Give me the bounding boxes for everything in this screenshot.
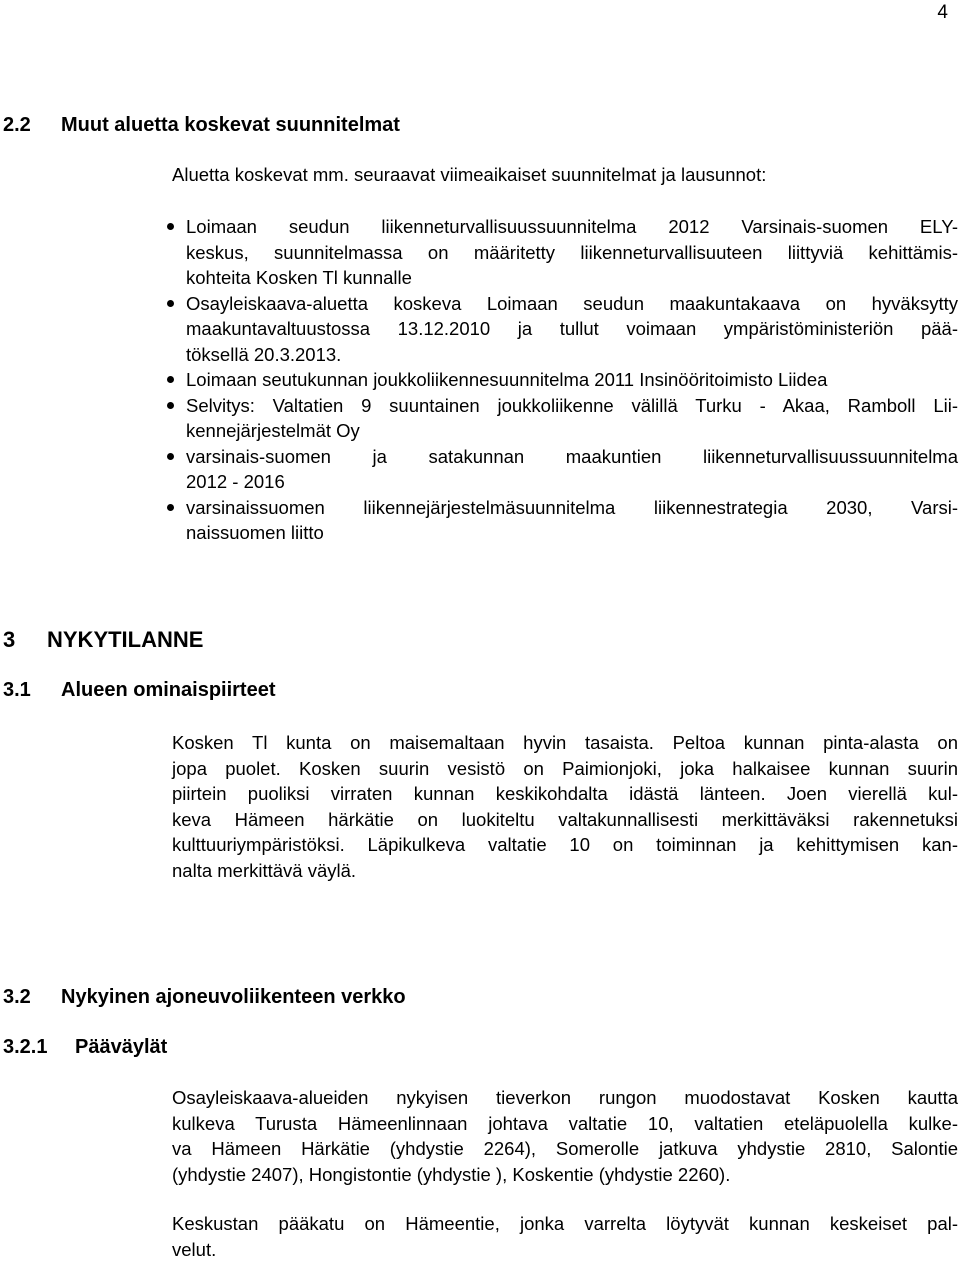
- heading-3-1: [3, 679, 276, 702]
- list-line: naissuomen liitto: [186, 520, 958, 546]
- list-line: Osayleiskaava-aluetta koskeva Loimaan seudun maakuntakaava on hyväksytty: [186, 291, 958, 317]
- heading-number: 2.2: [3, 114, 61, 137]
- heading-number: 3.2.1: [3, 1036, 75, 1059]
- main-roads-paragraph: [172, 1085, 958, 1187]
- list-item: [164, 291, 958, 368]
- list-line: töksellä 20.3.2013.: [186, 342, 958, 368]
- list-item: [164, 214, 958, 291]
- paragraph-line: (yhdystie 2407), Hongistontie (yhdystie ), Koskentie (yhdystie 2260).: [172, 1162, 958, 1188]
- characteristics-paragraph: [172, 730, 958, 883]
- bullet-dot: [167, 223, 174, 230]
- paragraph-line: keva Hämeen härkätie on luokiteltu valtakunnallisesti merkittäväksi rakennetuksi: [172, 807, 958, 833]
- bullet-dot: [167, 300, 174, 307]
- heading-title: Pääväylät: [75, 1036, 167, 1058]
- list-line: Loimaan seutukunnan joukkoliikennesuunnitelma 2011 Insinööritoimisto Liidea: [186, 367, 958, 393]
- heading-3-2-1: [3, 1036, 167, 1059]
- heading-number: 3.2: [3, 986, 61, 1009]
- list-line: varsinaissuomen liikennejärjestelmäsuunnitelma liikennestrategia 2030, Varsi-: [186, 495, 958, 521]
- heading-title: Nykyinen ajoneuvoliikenteen verkko: [61, 986, 406, 1008]
- page-number: 4: [937, 2, 948, 24]
- list-line: 2012 - 2016: [186, 469, 958, 495]
- main-street-paragraph: [172, 1211, 958, 1262]
- heading-title: Muut aluetta koskevat suunnitelmat: [61, 114, 400, 136]
- bullet-dot: [167, 453, 174, 460]
- list-line: Loimaan seudun liikenneturvallisuussuunnitelma 2012 Varsinais-suomen ELY-: [186, 214, 958, 240]
- plans-list: [164, 214, 958, 546]
- heading-3: [3, 627, 203, 653]
- list-item: [164, 393, 958, 444]
- bullet-dot: [167, 376, 174, 383]
- list-line: varsinais-suomen ja satakunnan maakuntien liikenneturvallisuussuunnitelma: [186, 444, 958, 470]
- bullet-dot: [167, 402, 174, 409]
- heading-title: Alueen ominaispiirteet: [61, 679, 276, 701]
- list-line: kennejärjestelmät Oy: [186, 418, 958, 444]
- paragraph-line: velut.: [172, 1237, 958, 1262]
- list-item: [164, 367, 958, 393]
- paragraph-line: piirtein puoliksi virraten kunnan keskikohdalta idästä länteen. Joen vierellä kul-: [172, 781, 958, 807]
- paragraph-line: nalta merkittävä väylä.: [172, 858, 958, 884]
- list-line: kohteita Kosken Tl kunnalle: [186, 265, 958, 291]
- heading-2-2: [3, 114, 400, 137]
- heading-number: 3.1: [3, 679, 61, 702]
- list-line: Selvitys: Valtatien 9 suuntainen joukkoliikenne välillä Turku - Akaa, Ramboll Lii-: [186, 393, 958, 419]
- heading-number: 3: [3, 627, 47, 653]
- list-line: keskus, suunnitelmassa on määritetty liikenneturvallisuuteen liittyviä kehittämis-: [186, 240, 958, 266]
- list-item: [164, 444, 958, 495]
- paragraph-line: va Hämeen Härkätie (yhdystie 2264), Somerolle jatkuva yhdystie 2810, Salontie: [172, 1136, 958, 1162]
- paragraph-line: kulkeva Turusta Hämeenlinnaan johtava valtatie 10, valtatien eteläpuolella kulke-: [172, 1111, 958, 1137]
- paragraph-line: Aluetta koskevat mm. seuraavat viimeaikaiset suunnitelmat ja lausunnot:: [172, 162, 958, 188]
- intro-paragraph: [172, 162, 958, 188]
- paragraph-line: Osayleiskaava-alueiden nykyisen tieverkon rungon muodostavat Kosken kautta: [172, 1085, 958, 1111]
- paragraph-line: Keskustan pääkatu on Hämeentie, jonka varrelta löytyvät kunnan keskeiset pal-: [172, 1211, 958, 1237]
- heading-title: NYKYTILANNE: [47, 627, 203, 652]
- heading-3-2: [3, 986, 406, 1009]
- paragraph-line: jopa puolet. Kosken suurin vesistö on Paimionjoki, joka halkaisee kunnan suurin: [172, 756, 958, 782]
- list-item: [164, 495, 958, 546]
- paragraph-line: Kosken Tl kunta on maisemaltaan hyvin tasaista. Peltoa kunnan pinta-alasta on: [172, 730, 958, 756]
- paragraph-line: kulttuuriympäristöksi. Läpikulkeva valtatie 10 on toiminnan ja kehittymisen kan-: [172, 832, 958, 858]
- bullet-dot: [167, 504, 174, 511]
- list-line: maakuntavaltuustossa 13.12.2010 ja tullut voimaan ympäristöministeriön pää-: [186, 316, 958, 342]
